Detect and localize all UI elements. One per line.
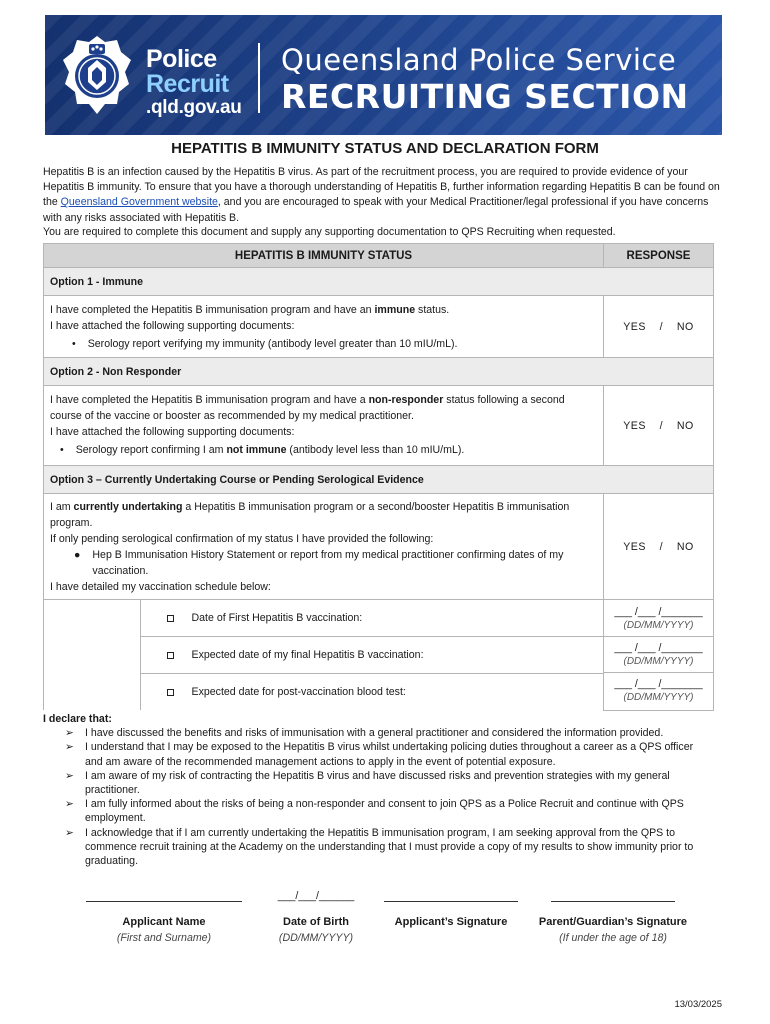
banner-divider [258, 43, 260, 113]
arrow-bullet-icon: ➢ [65, 798, 74, 811]
brand-line-1: Police [146, 45, 217, 73]
applicant-name-field[interactable] [86, 890, 242, 946]
form-title: HEPATITIS B IMMUNITY STATUS AND DECLARATION FORM [171, 140, 599, 157]
date-entry-cell [604, 600, 714, 711]
text: I have discussed the benefits and risks of immunisation with a general practitioner and considered the information provided. [85, 727, 664, 740]
immunity-status-table [43, 243, 714, 711]
section-name: RECRUITING SECTION [281, 77, 689, 116]
date-entry-3[interactable] [604, 673, 713, 709]
declaration-list [65, 726, 713, 868]
date-label: Expected date of my final Hepatitis B vaccination: [191, 649, 424, 661]
date-row-1 [140, 600, 603, 637]
option-3-title: Option 3 – Currently Undertaking Course or Pending Serological Evidence [44, 466, 714, 494]
sublabel: (First and Surname) [116, 932, 212, 944]
list-item [50, 442, 597, 458]
police-crest-icon [59, 32, 135, 118]
date-entries [604, 601, 713, 709]
text: I have detailed my vaccination schedule below: [50, 581, 271, 593]
text: status following a second course of the vaccine or booster as recommended by my medical practitioner. [50, 394, 565, 422]
date-label: Expected date for post-vaccination blood test: [191, 686, 406, 698]
text: status. [415, 304, 450, 316]
separator: / [659, 320, 664, 333]
list-item [65, 740, 713, 768]
label: Date of Birth [283, 916, 349, 928]
yes-option[interactable]: YES [623, 320, 646, 333]
date-schedule [44, 600, 603, 710]
option-2-title: Option 2 - Non Responder [44, 358, 714, 386]
list-item [50, 547, 597, 579]
text: Serology report confirming I am [75, 444, 227, 456]
checkbox-icon[interactable] [167, 689, 174, 696]
declaration-heading: I declare that: [43, 713, 112, 725]
guardian-signature-field[interactable] [530, 890, 696, 946]
option-1-body [44, 296, 604, 358]
date-blank[interactable]: ___ /___ /_______ [614, 678, 703, 690]
option-1-response[interactable] [604, 296, 714, 358]
list-item [65, 797, 713, 825]
service-name: Queensland Police Service [281, 43, 677, 77]
label: Applicant Name [122, 916, 206, 928]
intro-paragraph [43, 165, 725, 226]
option-1-title: Option 1 - Immune [44, 268, 714, 296]
option-3-response[interactable] [604, 494, 714, 600]
label: Applicant’s Signature [394, 916, 508, 928]
indent [44, 637, 140, 674]
date-entry-2[interactable] [604, 637, 713, 673]
list-item [50, 336, 597, 352]
brand-wordmark [146, 47, 242, 117]
col-header-status: HEPATITIS B IMMUNITY STATUS [44, 244, 604, 268]
indent [44, 600, 140, 637]
intro-text-1: Hepatitis B is an infection caused by the Hepatitis B virus. As part of the recruitment process, you are required to provide evidence of your Hepatitis B immunity. To ensure that you have a thorough understanding of Hepatitis B, further information regarding Hepatitis B can be found on the [43, 166, 720, 209]
col-header-response: RESPONSE [604, 244, 714, 268]
yes-option[interactable]: YES [623, 540, 646, 553]
qld-gov-link[interactable]: Queensland Government website [60, 196, 218, 209]
header-banner [45, 15, 722, 135]
text: Serology report verifying my immunity (antibody level greater than 10 mIU/mL). [87, 338, 458, 350]
bullet-mark: • [72, 338, 76, 350]
footer-date: 13/03/2025 [674, 999, 722, 1010]
text: a Hepatitis B immunisation program or a second/booster Hepatitis B immunisation program. [50, 501, 570, 529]
signature-line[interactable] [86, 890, 242, 902]
arrow-bullet-icon: ➢ [65, 741, 74, 754]
intro-text-2: , and you are encouraged to speak with your Medical Practitioner/legal professional if you have concerns with any risks associated with Hepatitis B. [43, 196, 709, 224]
option-3-body [44, 494, 604, 600]
date-format: (DD/MM/YYYY) [623, 655, 694, 667]
checkbox-icon[interactable] [167, 652, 174, 659]
arrow-bullet-icon: ➢ [65, 769, 74, 782]
text: (antibody level less than 10 mIU/mL). [286, 444, 465, 456]
date-schedule-cell [44, 600, 604, 711]
date-label: Date of First Hepatitis B vaccination: [191, 612, 363, 624]
text: Hep B Immunisation History Statement or report from my medical practitioner confirming dates of my vaccination. [92, 549, 564, 577]
text: I am fully informed about the risks of being a non-responder and consent to join QPS as a Police Recruit and continue with QPS employment. [85, 798, 684, 825]
text: I have attached the following supporting documents: [50, 426, 295, 438]
arrow-bullet-icon: ➢ [65, 727, 74, 740]
separator: / [659, 419, 664, 432]
yes-option[interactable]: YES [623, 419, 646, 432]
indent [44, 674, 140, 711]
brand-line-3: .qld.gov.au [146, 97, 242, 118]
date-format: (DD/MM/YYYY) [623, 692, 694, 703]
no-option[interactable]: NO [676, 320, 694, 333]
sublabel: (If under the age of 18) [559, 932, 667, 944]
list-item [65, 726, 713, 740]
date-row-2 [140, 637, 603, 674]
checkbox-icon[interactable] [167, 615, 174, 622]
text: I have completed the Hepatitis B immunisation program and have a [50, 394, 369, 406]
text: If only pending serological confirmation of my status I have provided the following: [50, 533, 434, 545]
text: I have attached the following supporting documents: [50, 320, 295, 332]
emphasis: non-responder [368, 394, 444, 406]
date-of-birth-field[interactable] [258, 890, 374, 946]
text: I am [50, 501, 74, 513]
emphasis: immune [374, 304, 416, 316]
signature-line[interactable] [384, 890, 518, 902]
dob-blank[interactable]: ___/___/______ [277, 890, 355, 902]
no-option[interactable]: NO [676, 540, 694, 553]
list-item [65, 769, 713, 797]
text: I have completed the Hepatitis B immunisation program and have an [50, 304, 375, 316]
option-2-body [44, 386, 604, 466]
text: I understand that I may be exposed to the Hepatitis B virus whilst undertaking policing duties throughout a career as a QPS officer and am aware of the recommended management actions to apply in the event of potential exposure. [85, 741, 694, 768]
list-item [65, 826, 713, 869]
text: I acknowledge that if I am currently undertaking the Hepatitis B immunisation program, I am seeking approval from the QPS to commence recruit training at the Academy on the understanding that I must provide a copy of my results to show immunity prior to graduating. [85, 826, 694, 868]
arrow-bullet-icon: ➢ [65, 826, 74, 839]
date-row-3 [140, 674, 603, 711]
text: I am aware of my risk of contracting the Hepatitis B virus and have discussed risks and prevention strategies with my general practitioner. [85, 769, 670, 797]
label: Parent/Guardian’s Signature [538, 916, 688, 928]
date-entry-1[interactable] [604, 601, 713, 637]
bullet-mark: ● [74, 549, 81, 561]
date-blank[interactable]: ___ /___ /_______ [614, 605, 703, 618]
emphasis: currently undertaking [73, 501, 183, 513]
separator: / [659, 540, 664, 553]
emphasis: not immune [226, 444, 287, 456]
date-format: (DD/MM/YYYY) [623, 619, 694, 631]
declaration [43, 712, 713, 868]
bullet-mark: • [60, 444, 64, 456]
brand-line-2: Recruit [146, 70, 229, 98]
date-blank[interactable]: ___ /___ /_______ [614, 641, 703, 654]
applicant-signature-field[interactable] [384, 890, 518, 930]
signature-line[interactable] [551, 890, 675, 902]
option-2-response[interactable] [604, 386, 714, 466]
intro-instruction: You are required to complete this document and supply any supporting documentation to QPS Recruiting when requested. [43, 226, 616, 238]
no-option[interactable]: NO [676, 419, 694, 432]
sublabel: (DD/MM/YYYY) [278, 932, 354, 944]
